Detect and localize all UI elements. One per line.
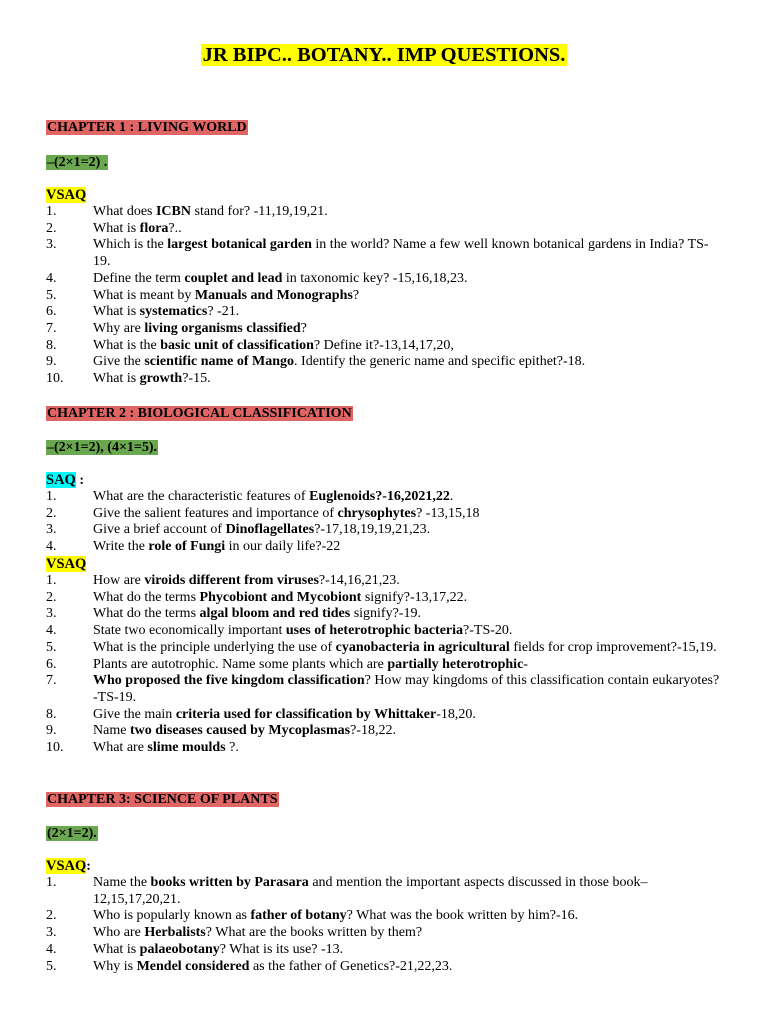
question-number: 9. [46, 354, 57, 370]
question-text: State two economically important [93, 623, 286, 639]
chapter-1-marks: –(2×1=2) . [47, 155, 108, 170]
question-number: 2. [46, 220, 57, 236]
question-number: 2. [46, 908, 57, 924]
question-item [46, 657, 726, 674]
question-text: What is the principle underlying the use of [93, 639, 336, 655]
question-keyword: couplet and lead [184, 270, 283, 286]
question-item [46, 506, 726, 523]
question-keyword: chrysophytes [337, 505, 417, 521]
question-number: 8. [46, 706, 57, 722]
chapter-3-vsaq-colon: : [86, 859, 91, 874]
question-text: ? [300, 320, 307, 336]
question-item [46, 288, 726, 305]
question-text: ?-18,22. [350, 723, 396, 739]
question-keyword: Phycobiont and Mycobiont [199, 589, 362, 605]
question-text: Why are [93, 320, 145, 336]
chapter-2-marks: –(2×1=2), (4×1=5). [47, 440, 158, 455]
question-item [46, 522, 726, 539]
chapter-2-vsaq-list [46, 573, 726, 757]
question-text: Name the [93, 875, 151, 890]
question-item [46, 321, 726, 338]
question-text: ? What is its use? -13. [219, 941, 344, 957]
question-text: . [449, 489, 454, 504]
question-text: ?-TS-20. [463, 623, 513, 639]
question-number: 7. [46, 673, 57, 689]
question-text: What are the characteristic features of [93, 489, 310, 504]
question-item [46, 673, 726, 706]
question-text: Give the [93, 354, 145, 370]
question-item [46, 221, 726, 238]
question-number: 2. [46, 505, 57, 521]
question-text: How are [93, 573, 145, 588]
question-keyword: Mendel considered [136, 958, 250, 974]
question-number: 4. [46, 539, 57, 555]
question-text: What do the terms [93, 589, 200, 605]
question-number: 1. [46, 875, 57, 890]
question-number: 5. [46, 639, 57, 655]
chapter-3-heading: CHAPTER 3: SCIENCE OF PLANTS [47, 792, 278, 807]
question-item [46, 304, 726, 321]
question-keyword: largest botanical garden [167, 237, 312, 253]
question-text: ? What was the book written by him?-16. [346, 908, 579, 924]
question-text: Give the main [93, 706, 176, 722]
question-item [46, 338, 726, 355]
chapter-2-heading-line [46, 405, 353, 422]
question-keyword: two diseases caused by Mycoplasmas [129, 723, 351, 739]
question-text: - [523, 656, 528, 672]
question-item [46, 606, 726, 623]
chapter-2-vsaq-line [46, 556, 86, 573]
question-number: 3. [46, 237, 57, 253]
question-keyword: slime moulds [147, 740, 226, 756]
question-text: Write the [93, 539, 149, 555]
question-keyword: flora [139, 220, 169, 236]
question-keyword: viroids different from viruses [144, 573, 319, 588]
question-text: stand for? -11,19,19,21. [191, 204, 328, 219]
question-number: 3. [46, 925, 57, 941]
question-text: Why is [93, 958, 137, 974]
question-text: What does [93, 204, 156, 219]
question-keyword: palaeobotany [139, 941, 220, 957]
question-keyword: living organisms classified [144, 320, 301, 336]
question-text: ?. [225, 740, 239, 756]
question-text: What is [93, 371, 140, 387]
question-item [46, 908, 726, 925]
question-keyword: uses of heterotrophic bacteria [285, 623, 464, 639]
question-text: -18,20. [436, 706, 476, 722]
chapter-1-marks-line [46, 154, 108, 171]
question-text: ? -21. [207, 304, 240, 320]
question-item [46, 875, 726, 908]
chapter-2-heading: CHAPTER 2 : BIOLOGICAL CLASSIFICATION [47, 406, 352, 421]
question-number: 5. [46, 958, 57, 974]
question-number: 5. [46, 287, 57, 303]
question-text: What are [93, 740, 148, 756]
question-text: ? -13,15,18 [416, 505, 480, 521]
question-text: in taxonomic key? -15,16,18,23. [282, 270, 468, 286]
question-item [46, 539, 726, 556]
chapter-2-saq-line [46, 472, 84, 489]
question-item [46, 640, 726, 657]
question-number: 3. [46, 522, 57, 538]
question-number: 1. [46, 204, 57, 219]
chapter-1-vsaq-list [46, 204, 726, 388]
question-number: 10. [46, 740, 64, 756]
question-text: ? Define it?-13,14,17,20, [313, 337, 454, 353]
question-keyword: Who proposed the five kingdom classification [93, 673, 365, 689]
question-keyword: Herbalists [144, 925, 206, 941]
question-text: Who are [93, 925, 145, 941]
question-text: What is [93, 941, 140, 957]
question-text: signify?-13,17,22. [361, 589, 468, 605]
question-text: . Identify the generic name and specific epithet?-18. [294, 354, 586, 370]
question-text: ?.. [168, 220, 182, 236]
question-item [46, 942, 726, 959]
question-keyword: criteria used for classification by Whittaker [175, 706, 437, 722]
question-text: ? How may kingdoms of this classification contain eukaryotes? -TS-19. [93, 673, 720, 705]
question-text: ? What are the books written by them? [205, 925, 423, 941]
question-keyword: systematics [139, 304, 208, 320]
chapter-1-vsaq-label: VSAQ [46, 187, 87, 203]
question-item [46, 707, 726, 724]
question-keyword: partially heterotrophic [387, 656, 524, 672]
question-text: Give a brief account of [93, 522, 226, 538]
question-text: What is the [93, 337, 161, 353]
question-keyword: Dinoflagellates [225, 522, 315, 538]
question-number: 1. [46, 573, 57, 588]
question-text: ? [352, 287, 360, 303]
question-text: as the father of Genetics?-21,22,23. [249, 958, 453, 974]
question-text: What do the terms [93, 606, 200, 622]
question-text: signify?-19. [350, 606, 421, 622]
question-item [46, 925, 726, 942]
chapter-2-saq-colon: : [75, 473, 84, 488]
question-text: What is [93, 220, 140, 236]
question-text: Give the salient features and importance of [93, 505, 338, 521]
question-item [46, 371, 726, 388]
chapter-2-saq-label: SAQ [46, 472, 76, 488]
question-keyword: books written by Parasara [150, 875, 309, 890]
chapter-3-vsaq-line [46, 858, 91, 875]
question-item [46, 723, 726, 740]
question-text: What is [93, 304, 140, 320]
page-title: JR BIPC.. BOTANY.. IMP QUESTIONS. [202, 44, 566, 66]
question-text: What is meant by [93, 287, 195, 303]
chapter-1-heading: CHAPTER 1 : LIVING WORLD [47, 120, 247, 135]
question-keyword: Euglenoids?-16,2021,22 [309, 489, 450, 504]
chapter-1-vsaq-line [46, 187, 86, 204]
question-item [46, 590, 726, 607]
page-title-block [0, 44, 768, 67]
question-keyword: role of Fungi [148, 539, 226, 555]
question-text: ?-14,16,21,23. [318, 573, 400, 588]
question-number: 1. [46, 489, 57, 504]
question-number: 3. [46, 606, 57, 622]
question-item [46, 237, 726, 270]
question-keyword: growth [139, 371, 183, 387]
chapter-2-marks-line [46, 439, 158, 456]
question-number: 7. [46, 320, 57, 336]
question-text: ?-17,18,19,19,21,23. [314, 522, 431, 538]
question-keyword: basic unit of classification [160, 337, 314, 353]
question-keyword: father of botany [250, 908, 347, 924]
chapter-3-marks-line [46, 825, 98, 842]
chapter-2-saq-list [46, 489, 726, 556]
chapter-3-vsaq-label: VSAQ [46, 858, 87, 874]
question-keyword: Manuals and Monographs [194, 287, 353, 303]
chapter-3-marks: (2×1=2). [47, 826, 97, 841]
question-item [46, 204, 726, 221]
question-text: Which is the [93, 237, 168, 253]
chapter-3-heading-line [46, 791, 279, 808]
question-item [46, 354, 726, 371]
question-text: Define the term [93, 270, 185, 286]
question-number: 4. [46, 270, 57, 286]
question-number: 2. [46, 589, 57, 605]
question-text: fields for crop improvement?-15,19. [509, 639, 717, 655]
question-keyword: algal bloom and red tides [199, 606, 351, 622]
question-keyword: ICBN [155, 204, 191, 219]
question-item [46, 959, 726, 976]
question-number: 6. [46, 656, 57, 672]
question-text: Name [93, 723, 130, 739]
chapter-3-vsaq-list [46, 875, 726, 975]
question-number: 10. [46, 371, 64, 387]
chapter-1-heading-line [46, 119, 248, 136]
question-item [46, 740, 726, 757]
question-item [46, 623, 726, 640]
question-number: 4. [46, 623, 57, 639]
question-number: 4. [46, 941, 57, 957]
question-number: 6. [46, 304, 57, 320]
question-item [46, 271, 726, 288]
question-keyword: scientific name of Mango [144, 354, 295, 370]
question-text: in our daily life?-22 [225, 539, 341, 555]
question-keyword: cyanobacteria in agricultural [335, 639, 510, 655]
question-text: in the world? Name a few well known botanical gardens in India? TS-19. [93, 237, 709, 270]
chapter-2-vsaq-label: VSAQ [46, 556, 87, 572]
question-item [46, 489, 726, 506]
question-number: 8. [46, 337, 57, 353]
question-item [46, 573, 726, 590]
question-text: and mention the important aspects discussed in those book–12,15,17,20,21. [93, 875, 648, 907]
question-text: Who is popularly known as [93, 908, 251, 924]
question-text: Plants are autotrophic. Name some plants which are [93, 656, 388, 672]
question-text: ?-15. [182, 371, 211, 387]
question-number: 9. [46, 723, 57, 739]
